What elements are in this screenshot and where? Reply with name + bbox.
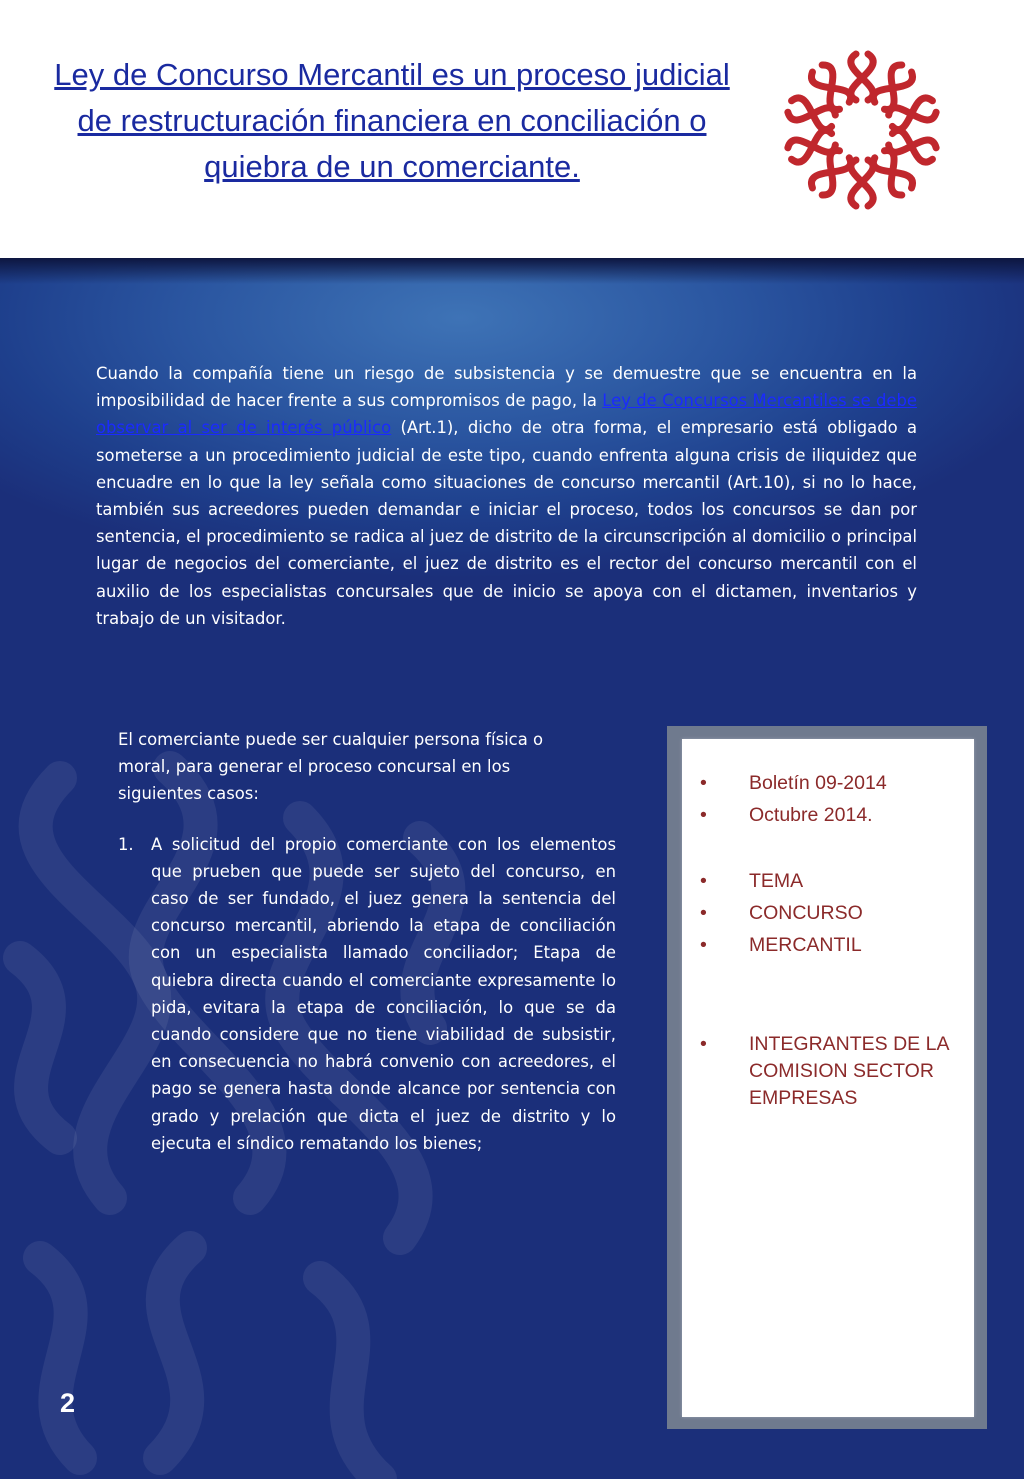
bullet-icon: • xyxy=(700,772,707,794)
bullet-icon: • xyxy=(700,804,707,826)
page-header xyxy=(0,0,1024,258)
intro-text-part1: Cuando la compañía tiene un riesgo de subsistencia y se demuestre que se encuentra en la imposibilidad de hacer frente a sus compromisos de pago, la xyxy=(96,364,917,411)
sidebar-item-label: Octubre 2014. xyxy=(749,804,873,826)
sidebar-item-label: Boletín 09-2014 xyxy=(749,772,887,794)
cases-list xyxy=(118,831,616,1157)
cases-intro: El comerciante puede ser cualquier persona física o moral, para generar el proceso concursal en los siguientes casos: xyxy=(118,730,543,804)
page-title[interactable] xyxy=(52,52,732,190)
bullet-icon: • xyxy=(700,870,707,892)
sidebar-item-label: TEMA xyxy=(749,870,804,892)
list-item-number: 1. xyxy=(118,834,134,854)
sidebar-item-label: MERCANTIL xyxy=(749,934,862,956)
page-title-text[interactable]: Ley de Concurso Mercantil es un proceso judicial de restructuración financiera en conciliación o quiebra de un comerciante. xyxy=(54,57,730,184)
sidebar-card xyxy=(682,739,974,1417)
page-number: 2 xyxy=(60,1388,76,1418)
bullet-icon: • xyxy=(700,902,707,924)
bullet-icon: • xyxy=(700,1033,707,1055)
intro-text-part2: (Art.1), dicho de otra forma, el empresario está obligado a someterse a un procedimiento judicial de este tipo, cuando enfrenta alguna crisis de iliquidez que encuadre en lo que la ley señala como situaciones de concurso mercantil (Art.10), si no lo hace, también sus acreedores pueden demandar e iniciar el proceso, todos los concursos se dan por sentencia, el procedimiento se radica al juez de distrito de la circunscripción al domicilio o principal lugar de negocios del comerciante, el juez de distrito es el rector del concurso mercantil con el auxilio de los especialistas concursales que de inicio se apoya con el dictamen, inventarios y trabajo de un visitador. xyxy=(96,418,918,628)
list-item-text: A solicitud del propio comerciante con los elementos que prueben que puede ser sujeto del concurso, en caso de ser fundado, el juez genera la sentencia del concurso mercantil, abriendo la etapa de conciliación con un especialista llamado conciliador; Etapa de quiebra directa cuando el comerciante expresamente lo pida, evitara la etapa de conciliación, lo que se da cuando considere que no tiene viabilidad de subsistir, en consecuencia no habrá convenio con acreedores, el pago se genera hasta donde alcance por sentencia con grado y prelación que dicta el juez de distrito y lo ejecuta el síndico rematando los bienes; xyxy=(151,834,616,1153)
bullet-icon: • xyxy=(700,934,707,956)
intro-paragraph xyxy=(96,360,917,632)
ley-concursos-link[interactable]: Ley de Concursos Mercantiles se debe observar al ser de interés público xyxy=(96,391,917,438)
sidebar-item-label: INTEGRANTES DE LA COMISION SECTOR EMPRESAS xyxy=(749,1033,949,1109)
sidebar-item-label: CONCURSO xyxy=(749,902,863,924)
ribbon-circle-logo xyxy=(772,40,952,220)
list-item xyxy=(118,831,616,1157)
left-column xyxy=(118,726,616,1157)
